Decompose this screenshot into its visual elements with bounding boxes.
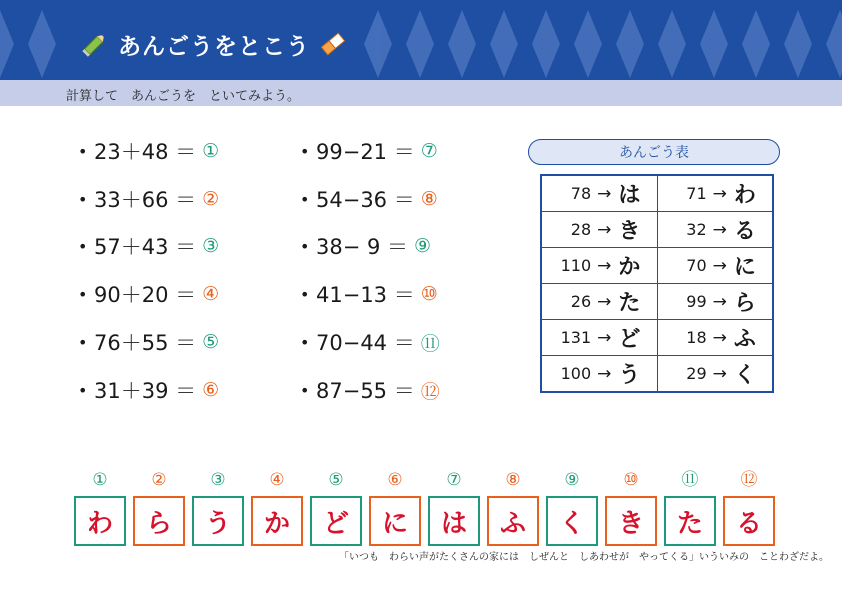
problem-1 <box>78 137 219 165</box>
table-cell <box>657 284 773 320</box>
arrow-icon: → <box>597 219 612 240</box>
problem-expression: 99−21 ＝ <box>316 140 415 164</box>
code-number: 26 <box>570 292 592 311</box>
arrow-icon: → <box>597 363 612 384</box>
bullet: • <box>300 141 310 161</box>
arrow-icon: → <box>712 291 727 312</box>
page-title: あんごうをとこう <box>118 33 310 60</box>
answer-marker: ④ <box>202 283 220 305</box>
code-kana: く <box>733 363 756 388</box>
bullet: • <box>78 284 88 304</box>
code-number: 32 <box>686 220 707 239</box>
problem-9 <box>300 232 431 260</box>
problem-4 <box>78 280 219 308</box>
bullet: • <box>300 189 310 209</box>
table-cell <box>657 320 773 356</box>
answer-marker: ⑨ <box>414 235 432 257</box>
arrow-icon: → <box>712 183 727 204</box>
answer-marker: ⑥ <box>202 379 220 401</box>
arrow-icon: → <box>712 327 727 348</box>
arrow-icon: → <box>712 255 727 276</box>
answer-marker: ⑫ <box>420 380 440 403</box>
table-cell <box>657 175 773 212</box>
code-kana: か <box>618 255 641 280</box>
answer-number: ③ <box>210 470 226 490</box>
code-kana: ふ <box>733 327 756 352</box>
problem-expression: 54−36 ＝ <box>316 188 415 212</box>
table-cell <box>541 320 657 356</box>
code-table-title: あんごう表 <box>528 139 780 165</box>
problem-expression: 90＋20 ＝ <box>94 283 197 307</box>
table-cell <box>541 248 657 284</box>
answer-marker: ③ <box>202 235 220 257</box>
answer-box: ら <box>133 496 185 546</box>
answer-marker: ① <box>202 140 220 162</box>
problem-expression: 33＋66 ＝ <box>94 188 197 212</box>
table-row <box>541 175 773 212</box>
answer-box: ど <box>310 496 362 546</box>
answer-number: ② <box>151 470 167 490</box>
answer-number: ⑨ <box>564 470 580 490</box>
problem-expression: 41−13 ＝ <box>316 283 415 307</box>
answer-number: ⑦ <box>446 470 462 490</box>
table-row <box>541 212 773 248</box>
arrow-icon: → <box>597 327 612 348</box>
arrow-icon: → <box>597 183 612 204</box>
problem-10 <box>300 280 438 308</box>
table-cell <box>657 212 773 248</box>
table-row <box>541 248 773 284</box>
answer-box: ふ <box>487 496 539 546</box>
code-number: 18 <box>686 328 707 347</box>
bullet: • <box>78 332 88 352</box>
answer-box: に <box>369 496 421 546</box>
bullet: • <box>78 141 88 161</box>
code-kana: は <box>618 183 641 208</box>
code-kana: き <box>618 219 641 244</box>
code-kana: に <box>733 255 756 280</box>
arrow-icon: → <box>712 219 727 240</box>
table-row <box>541 356 773 393</box>
arrow-icon: → <box>597 255 612 276</box>
answer-marker: ⑧ <box>420 188 438 210</box>
answer-number: ① <box>92 470 108 490</box>
bullet: • <box>300 380 310 400</box>
answer-box: は <box>428 496 480 546</box>
table-cell <box>657 248 773 284</box>
code-kana: ら <box>733 291 756 316</box>
problem-6 <box>78 376 219 404</box>
problem-3 <box>78 232 219 260</box>
table-cell <box>657 356 773 393</box>
answer-number: ⑧ <box>505 470 521 490</box>
answer-slot-8 <box>487 470 539 546</box>
header-bar <box>0 0 842 80</box>
answer-marker: ⑦ <box>420 140 438 162</box>
answer-slot-12 <box>723 470 775 546</box>
code-table <box>540 174 774 393</box>
instruction-text: 計算して あんごうを といてみよう。 <box>66 89 301 104</box>
table-row <box>541 320 773 356</box>
code-kana: た <box>618 291 641 316</box>
table-cell <box>541 212 657 248</box>
answer-number: ⑪ <box>681 470 699 490</box>
answer-box: く <box>546 496 598 546</box>
arrow-icon: → <box>597 291 612 312</box>
answer-number: ⑤ <box>328 470 344 490</box>
problem-expression: 76＋55 ＝ <box>94 331 197 355</box>
answer-slot-3 <box>192 470 244 546</box>
table-cell <box>541 284 657 320</box>
problem-expression: 38− 9 ＝ <box>316 235 409 259</box>
answer-box: る <box>723 496 775 546</box>
code-number: 71 <box>686 184 707 203</box>
code-kana: ど <box>618 327 641 352</box>
problem-expression: 70−44 ＝ <box>316 331 415 355</box>
problem-7 <box>300 137 438 165</box>
answer-slot-6 <box>369 470 421 546</box>
answer-slot-2 <box>133 470 185 546</box>
answer-box: た <box>664 496 716 546</box>
answer-number: ⑫ <box>740 470 758 490</box>
problem-expression: 31＋39 ＝ <box>94 379 197 403</box>
answer-box: き <box>605 496 657 546</box>
bullet: • <box>78 380 88 400</box>
table-cell <box>541 175 657 212</box>
answer-slot-11 <box>664 470 716 546</box>
code-number: 110 <box>560 256 592 275</box>
answer-box: か <box>251 496 303 546</box>
code-kana: わ <box>733 183 756 208</box>
answer-marker: ⑩ <box>420 283 438 305</box>
proverb-note: 「いつも わらい声がたくさんの家には しぜんと しあわせが やってくる」いういみの ことわざだよ。 <box>339 552 829 563</box>
code-number: 29 <box>686 364 707 383</box>
answer-number: ⑩ <box>623 470 639 490</box>
problem-8 <box>300 185 438 213</box>
answer-marker: ② <box>202 188 220 210</box>
answer-box: う <box>192 496 244 546</box>
answer-number: ⑥ <box>387 470 403 490</box>
bullet: • <box>78 236 88 256</box>
bullet: • <box>300 236 310 256</box>
eraser-icon <box>318 29 348 59</box>
title-group <box>80 24 348 64</box>
answer-slot-10 <box>605 470 657 546</box>
answer-slot-1 <box>74 470 126 546</box>
answer-slot-9 <box>546 470 598 546</box>
code-kana: う <box>618 363 641 388</box>
code-number: 100 <box>560 364 592 383</box>
answer-slot-5 <box>310 470 362 546</box>
bullet: • <box>300 332 310 352</box>
problem-5 <box>78 328 219 356</box>
problem-expression: 87−55 ＝ <box>316 379 415 403</box>
bullet: • <box>78 189 88 209</box>
problem-2 <box>78 185 219 213</box>
arrow-icon: → <box>712 363 727 384</box>
answer-number: ④ <box>269 470 285 490</box>
code-number: 99 <box>686 292 707 311</box>
code-kana: る <box>733 219 756 244</box>
bullet: • <box>300 284 310 304</box>
code-number: 78 <box>570 184 592 203</box>
answer-box: わ <box>74 496 126 546</box>
code-number: 131 <box>560 328 592 347</box>
problem-expression: 57＋43 ＝ <box>94 235 197 259</box>
pencil-icon <box>80 29 110 59</box>
problem-expression: 23＋48 ＝ <box>94 140 197 164</box>
answer-slot-4 <box>251 470 303 546</box>
problem-12 <box>300 376 440 404</box>
table-cell <box>541 356 657 393</box>
code-number: 28 <box>570 220 592 239</box>
answer-slot-7 <box>428 470 480 546</box>
table-row <box>541 284 773 320</box>
answer-marker: ⑪ <box>420 332 440 355</box>
answer-marker: ⑤ <box>202 331 220 353</box>
code-number: 70 <box>686 256 707 275</box>
problem-11 <box>300 328 440 356</box>
